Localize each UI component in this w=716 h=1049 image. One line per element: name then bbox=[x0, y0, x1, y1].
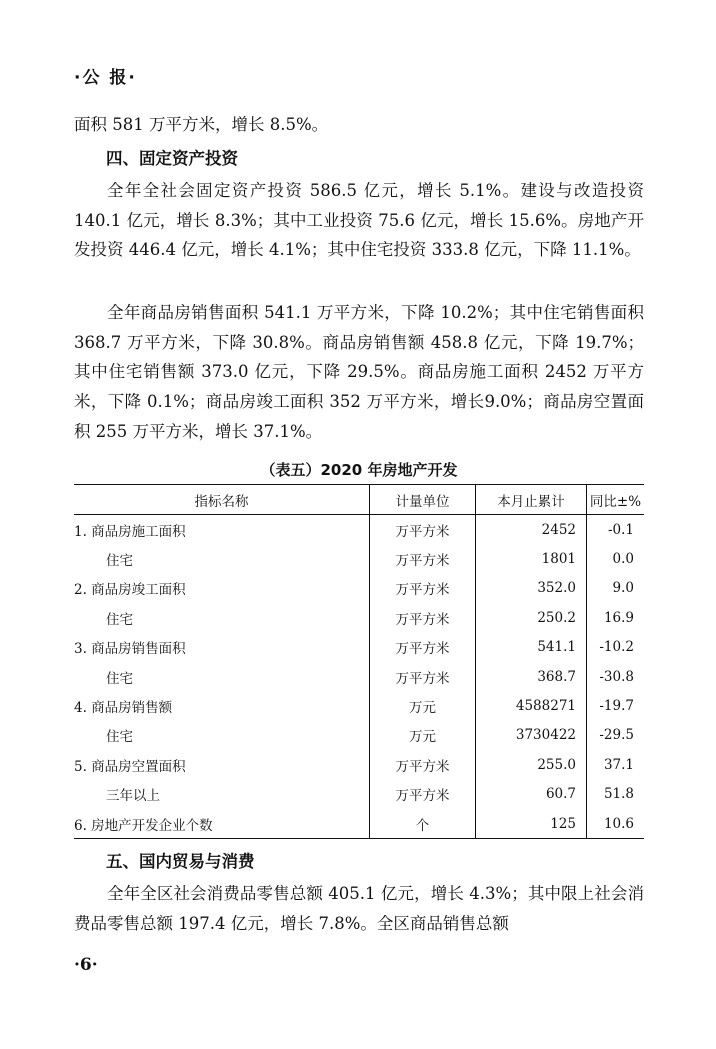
table-title: （表五）2020 年房地产开发 bbox=[260, 461, 458, 479]
cell-yoy: -19.7 bbox=[587, 691, 645, 720]
cell-yoy: -10.2 bbox=[587, 633, 645, 662]
cell-cumulative: 4588271 bbox=[476, 691, 587, 720]
cell-yoy: 37.1 bbox=[587, 750, 645, 779]
cell-indicator: 1. 商品房施工面积 bbox=[74, 523, 186, 540]
page-number: ·6· bbox=[74, 955, 98, 975]
paragraph-housing-sales: 全年商品房销售面积 541.1 万平方米，下降 10.2%；其中住宅销售面积 368.7 万平方米，下降 30.8%。商品房销售额 458.8 亿元，下降 19.7%；其中住宅销售额 373.0 亿元，下降 29.5%。商品房施工面积 2452 万平方米，下降 0.1%；商品房竣工面积 352 万平方米，增长9.0%；商品房空置面积 255 万平方米，增长 37.1%。 bbox=[74, 303, 644, 441]
table-row bbox=[74, 515, 644, 545]
cell-indicator: 住宅 bbox=[106, 670, 133, 687]
header-unit: 计量单位 bbox=[370, 485, 476, 515]
cell-yoy: 0.0 bbox=[587, 544, 645, 573]
header-cumulative: 本月止累计 bbox=[476, 485, 587, 515]
cell-yoy: 51.8 bbox=[587, 780, 645, 809]
table-row bbox=[74, 662, 644, 691]
table-header-row bbox=[74, 485, 644, 515]
cell-indicator: 住宅 bbox=[106, 553, 133, 570]
header-yoy: 同比±% bbox=[587, 485, 645, 515]
cell-cumulative: 125 bbox=[476, 809, 587, 839]
cell-unit: 万平方米 bbox=[370, 574, 476, 603]
paragraph-retail-sales: 全年全区社会消费品零售总额 405.1 亿元，增长 4.3%；其中限上社会消费品零售总额 197.4 亿元，增长 7.8%。全区商品销售总额 bbox=[74, 884, 644, 933]
cell-unit: 万元 bbox=[370, 691, 476, 720]
cell-unit: 万元 bbox=[370, 721, 476, 750]
cell-cumulative: 541.1 bbox=[476, 633, 587, 662]
table-row bbox=[74, 721, 644, 750]
cell-indicator: 4. 商品房销售额 bbox=[74, 700, 173, 717]
cell-unit: 个 bbox=[370, 809, 476, 839]
cell-yoy: -30.8 bbox=[587, 662, 645, 691]
cell-unit: 万平方米 bbox=[370, 603, 476, 632]
paragraph-continued: 面积 581 万平方米，增长 8.5%。 bbox=[74, 115, 329, 134]
cell-cumulative: 368.7 bbox=[476, 662, 587, 691]
cell-indicator: 3. 商品房销售面积 bbox=[74, 641, 186, 658]
cell-cumulative: 1801 bbox=[476, 544, 587, 573]
table-row bbox=[74, 633, 644, 662]
cell-unit: 万平方米 bbox=[370, 780, 476, 809]
cell-cumulative: 352.0 bbox=[476, 574, 587, 603]
table-row bbox=[74, 809, 644, 839]
cell-cumulative: 3730422 bbox=[476, 721, 587, 750]
cell-yoy: -0.1 bbox=[587, 515, 645, 545]
cell-yoy: -29.5 bbox=[587, 721, 645, 750]
cell-indicator: 住宅 bbox=[106, 729, 133, 746]
table-row bbox=[74, 603, 644, 632]
table-row bbox=[74, 574, 644, 603]
table-row bbox=[74, 750, 644, 779]
table-row bbox=[74, 691, 644, 720]
cell-indicator: 2. 商品房竣工面积 bbox=[74, 582, 186, 599]
cell-yoy: 10.6 bbox=[587, 809, 645, 839]
cell-yoy: 9.0 bbox=[587, 574, 645, 603]
cell-cumulative: 255.0 bbox=[476, 750, 587, 779]
real-estate-table bbox=[74, 484, 644, 839]
cell-unit: 万平方米 bbox=[370, 750, 476, 779]
cell-cumulative: 2452 bbox=[476, 515, 587, 545]
cell-unit: 万平方米 bbox=[370, 544, 476, 573]
publication-header: ·公 报· bbox=[74, 68, 137, 88]
cell-unit: 万平方米 bbox=[370, 633, 476, 662]
cell-unit: 万平方米 bbox=[370, 662, 476, 691]
table-row bbox=[74, 544, 644, 573]
cell-indicator: 三年以上 bbox=[106, 788, 160, 805]
cell-indicator: 住宅 bbox=[106, 611, 133, 628]
cell-indicator: 5. 商品房空置面积 bbox=[74, 758, 186, 775]
section-heading-fixed-asset-investment: 四、固定资产投资 bbox=[106, 149, 238, 168]
cell-unit: 万平方米 bbox=[370, 515, 476, 545]
table-row bbox=[74, 780, 644, 809]
cell-yoy: 16.9 bbox=[587, 603, 645, 632]
cell-cumulative: 250.2 bbox=[476, 603, 587, 632]
cell-cumulative: 60.7 bbox=[476, 780, 587, 809]
paragraph-fixed-asset-investment: 全年全社会固定资产投资 586.5 亿元，增长 5.1%。建设与改造投资 140.1 亿元，增长 8.3%；其中工业投资 75.6 亿元，增长 15.6%。房地产开发投资 446.4 亿元，增长 4.1%；其中住宅投资 333.8 亿元，下降 11.1%。 bbox=[74, 181, 644, 260]
cell-indicator: 6. 房地产开发企业个数 bbox=[74, 809, 370, 839]
section-heading-trade-consumption: 五、国内贸易与消费 bbox=[106, 852, 255, 871]
header-indicator: 指标名称 bbox=[74, 485, 370, 515]
